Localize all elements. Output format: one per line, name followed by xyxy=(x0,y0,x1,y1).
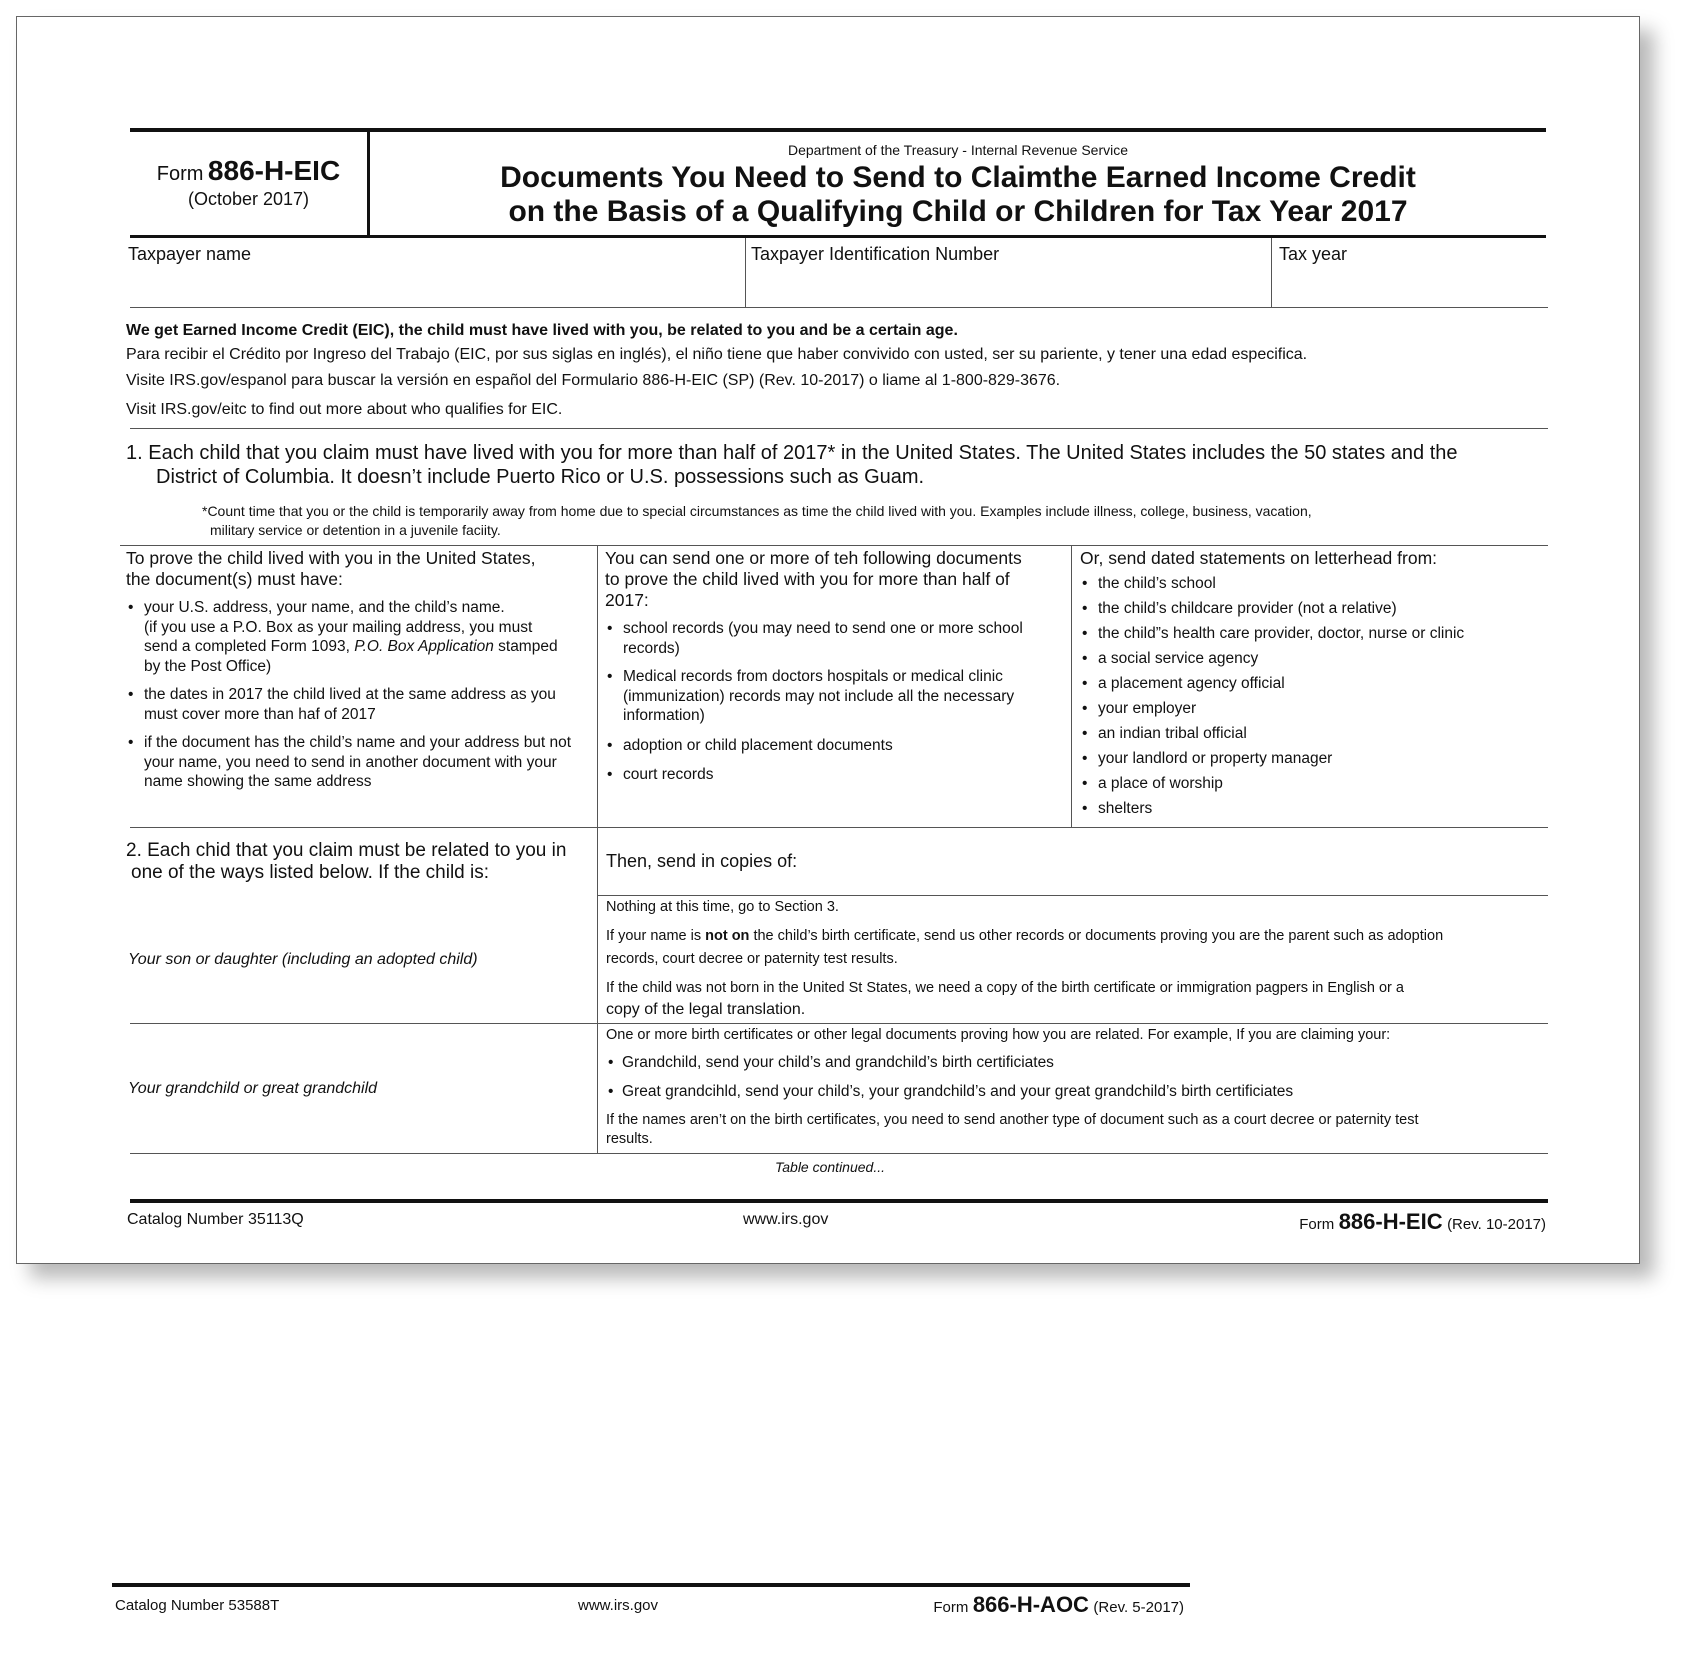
col-1-item-1-line-3 xyxy=(144,637,596,657)
section-1-heading-line-1: 1. Each child that you claim must have lived with you for more than half of 2017* in the United States. The United States includes the 50 states and the xyxy=(126,442,1458,464)
col-2-item-2 xyxy=(605,667,1067,726)
row-2-bullet-2: • Great grandcihld, send your child’s, your grandchild’s and your great grandchild’s birth certificiates xyxy=(606,1081,1546,1102)
form-title-line-2: on the Basis of a Qualifying Child or Children for Tax Year 2017 xyxy=(508,195,1408,228)
row-2-text-2a: If the names aren’t on the birth certificates, you need to send another type of document such as a court decree or paternity test xyxy=(606,1112,1419,1128)
row-1-bottom-rule xyxy=(130,1023,1548,1024)
section-1-col-divider-1 xyxy=(597,545,598,828)
row-1-text-2 xyxy=(606,926,1546,947)
col-2-item-3 xyxy=(605,736,1067,756)
footer-form-rev: (Rev. 10-2017) xyxy=(1447,1216,1546,1233)
table-continued: Table continued... xyxy=(774,1159,885,1175)
row-2-bullet-1: • Grandchild, send your child’s and grandchild’s birth certificiates xyxy=(606,1052,1546,1073)
section-1-col-divider-2 xyxy=(1071,545,1072,828)
row-1-text-2a: If your name is xyxy=(606,928,706,944)
back-footer-form-word: Form xyxy=(933,1599,969,1616)
row-1-content xyxy=(606,897,1546,1020)
back-footer-rule xyxy=(112,1583,1190,1587)
col-1-item-1-line-3a: send a completed Form 1093, xyxy=(144,638,355,655)
then-send-heading: Then, send in copies of: xyxy=(606,851,798,871)
header-top-rule xyxy=(130,128,1546,132)
header-bottom-rule xyxy=(130,235,1546,238)
col-1-heading-line-1: To prove the child lived with you in the United States, xyxy=(126,548,536,568)
col-2-list xyxy=(605,619,1067,785)
section-1-note-line-2: military service or detention in a juvenile faciity. xyxy=(210,522,501,538)
back-footer-form-id xyxy=(900,1592,1184,1618)
col-3-item: • a place of worship xyxy=(1080,771,1542,796)
intro-bold-line: We get Earned Income Credit (EIC), the child must have lived with you, be related to you and be a certain age. xyxy=(126,322,958,339)
col-1-item-1-line-4: by the Post Office) xyxy=(144,657,272,675)
section-1-column-3 xyxy=(1080,548,1542,821)
col-1-item-3-line-3: name showing the same address xyxy=(144,773,372,790)
section-1-heading-line-2: District of Columbia. It doesn’t include Puerto Rico or U.S. possessions such as Guam. xyxy=(156,466,925,488)
intro-bottom-rule xyxy=(130,428,1548,429)
form-id-block xyxy=(130,155,367,210)
row-1-text-3b: copy of the legal translation. xyxy=(606,1001,806,1018)
col-1-item-1 xyxy=(126,598,596,676)
col-1-item-3-line-2: your name, you need to send in another document with your xyxy=(144,753,557,771)
back-footer-website-link[interactable]: www.irs.gov xyxy=(578,1597,659,1614)
col-2-heading-line-3: 2017: xyxy=(605,590,649,610)
field-divider-1 xyxy=(745,238,746,308)
footer-form-id xyxy=(1280,1209,1546,1235)
section-2-heading-line-1: 2. Each chid that you claim must be related to you in xyxy=(126,840,567,861)
col-3-item: • your employer xyxy=(1080,696,1542,721)
section-2-header-bottom-rule xyxy=(598,895,1548,896)
col-3-item: • shelters xyxy=(1080,796,1542,821)
section-1-column-2 xyxy=(605,548,1067,785)
row-1-label: Your son or daughter (including an adopted child) xyxy=(128,951,478,968)
form-number: 886-H-EIC xyxy=(207,155,341,186)
back-footer-form-number: 866-H-AOC xyxy=(972,1592,1089,1617)
section-1-table-top-rule xyxy=(120,545,1548,546)
col-1-item-1-line-2: (if you use a P.O. Box as your mailing address, you must xyxy=(144,618,533,636)
taxpayer-name-label: Taxpayer name xyxy=(128,244,252,264)
row-2-label: Your grandchild or great grandchild xyxy=(128,1080,378,1097)
col-2-item-1 xyxy=(605,619,1067,658)
col-1-item-2-line-2: must cover more than haf of 2017 xyxy=(144,705,376,723)
row-2-text-2b: results. xyxy=(606,1131,653,1147)
col-1-item-3-line-1: • if the document has the child’s name and your address but not xyxy=(144,734,572,751)
col-3-item: • the child”s health care provider, doctor, nurse or clinic xyxy=(1080,621,1542,646)
section-1-table-bottom-rule xyxy=(130,827,1548,828)
col-3-heading: Or, send dated statements on letterhead from: xyxy=(1080,548,1438,568)
back-footer-form-rev: (Rev. 5-2017) xyxy=(1093,1599,1184,1616)
footer-rule xyxy=(130,1199,1548,1203)
col-1-item-2 xyxy=(126,685,596,724)
col-2-heading-line-1: You can send one or more of teh following documents xyxy=(605,548,1022,568)
col-2-item-3-text: • adoption or child placement documents xyxy=(623,736,893,754)
col-1-item-1-line-3c: stamped xyxy=(493,638,558,655)
fields-bottom-rule xyxy=(130,307,1548,308)
intro-spanish-line-1: Para recibir el Crédito por Ingreso del Trabajo (EIC, por sus siglas en inglés), el niño tiene que haber convivido con usted, ser su pariente, y tener una edad especifica. xyxy=(126,346,1308,363)
col-2-heading-line-2: to prove the child lived with you for more than half of xyxy=(605,569,1010,589)
col-2-item-1-line-1: • school records (you may need to send one or more school xyxy=(623,620,1023,637)
footer-form-word: Form xyxy=(1299,1216,1335,1233)
col-3-item: • your landlord or property manager xyxy=(1080,746,1542,771)
col-1-item-2-line-1: • the dates in 2017 the child lived at the same address as you xyxy=(144,686,556,703)
col-2-item-1-line-2: records) xyxy=(623,639,680,657)
col-3-item: • a placement agency official xyxy=(1080,671,1542,696)
agency-line: Department of the Treasury - Internal Revenue Service xyxy=(787,142,1129,158)
tax-year-label: Tax year xyxy=(1279,244,1348,264)
row-2-list xyxy=(606,1052,1546,1102)
intro-spanish-line-2: Visite IRS.gov/espanol para buscar la versión en español del Formulario 886-H-EIC (SP) (Rev. 10-2017) o liame al 1-800-829-3676. xyxy=(126,372,1061,389)
back-footer-catalog-number: Catalog Number 53588T xyxy=(115,1597,280,1614)
tin-label: Taxpayer Identification Number xyxy=(751,244,1000,264)
row-1-text-1: Nothing at this time, go to Section 3. xyxy=(606,899,839,915)
col-3-list xyxy=(1080,571,1542,821)
col-2-item-2-line-3: information) xyxy=(623,707,705,724)
title-block xyxy=(370,142,1546,229)
footer-website-link[interactable]: www.irs.gov xyxy=(743,1211,829,1228)
col-1-list xyxy=(126,598,596,792)
footer-form-number: 886-H-EIC xyxy=(1338,1209,1443,1234)
po-box-application-italic: P.O. Box Application xyxy=(354,638,494,655)
form-title-line-1: Documents You Need to Send to Claimthe Earned Income Credit xyxy=(500,161,1416,194)
form-word: Form xyxy=(156,163,204,185)
col-1-item-3 xyxy=(126,733,596,792)
col-3-item: • the child’s school xyxy=(1080,571,1542,596)
col-1-item-1-line-1: • your U.S. address, your name, and the child’s name. xyxy=(144,599,505,616)
form-date: (October 2017) xyxy=(187,189,310,209)
section-1-column-1 xyxy=(126,548,596,792)
col-3-item: • a social service agency xyxy=(1080,646,1542,671)
section-2-heading-line-2: one of the ways listed below. If the child is: xyxy=(131,862,490,883)
col-1-heading-line-2: the document(s) must have: xyxy=(126,569,343,589)
footer-catalog-number: Catalog Number 35113Q xyxy=(127,1211,304,1228)
col-2-item-4 xyxy=(605,765,1067,785)
row-2-bottom-rule xyxy=(130,1153,1548,1154)
col-2-item-2-line-1: • Medical records from doctors hospitals or medical clinic xyxy=(623,668,1003,685)
col-2-item-4-text: • court records xyxy=(623,766,714,783)
col-2-item-2-line-2: (immunization) records may not include all the necessary xyxy=(623,687,1015,705)
row-2-text-1: One or more birth certificates or other legal documents proving how you are related. For example, If you are claiming your: xyxy=(606,1027,1391,1043)
col-3-item: • the child’s childcare provider (not a relative) xyxy=(1080,596,1542,621)
row-1-text-3a: If the child was not born in the United St States, we need a copy of the birth certificate or immigration pagpers in English or a xyxy=(606,980,1404,996)
section-2-col-divider xyxy=(597,828,598,1153)
section-1-note-line-1: *Count time that you or the child is temporarily away from home due to special circumstances as time the child lived with you. Examples include illness, college, business, vacation, xyxy=(202,503,1312,519)
intro-visit-line: Visit IRS.gov/eitc to find out more about who qualifies for EIC. xyxy=(126,401,563,418)
field-divider-2 xyxy=(1271,238,1272,308)
row-1-text-2d: records, court decree or paternity test results. xyxy=(606,951,898,967)
row-2-content xyxy=(606,1025,1546,1148)
row-1-text-2c: the child’s birth certificate, send us other records or documents proving you are the parent such as adoption xyxy=(749,928,1444,944)
not-on-bold: not on xyxy=(705,928,750,944)
col-3-item: • an indian tribal official xyxy=(1080,721,1542,746)
